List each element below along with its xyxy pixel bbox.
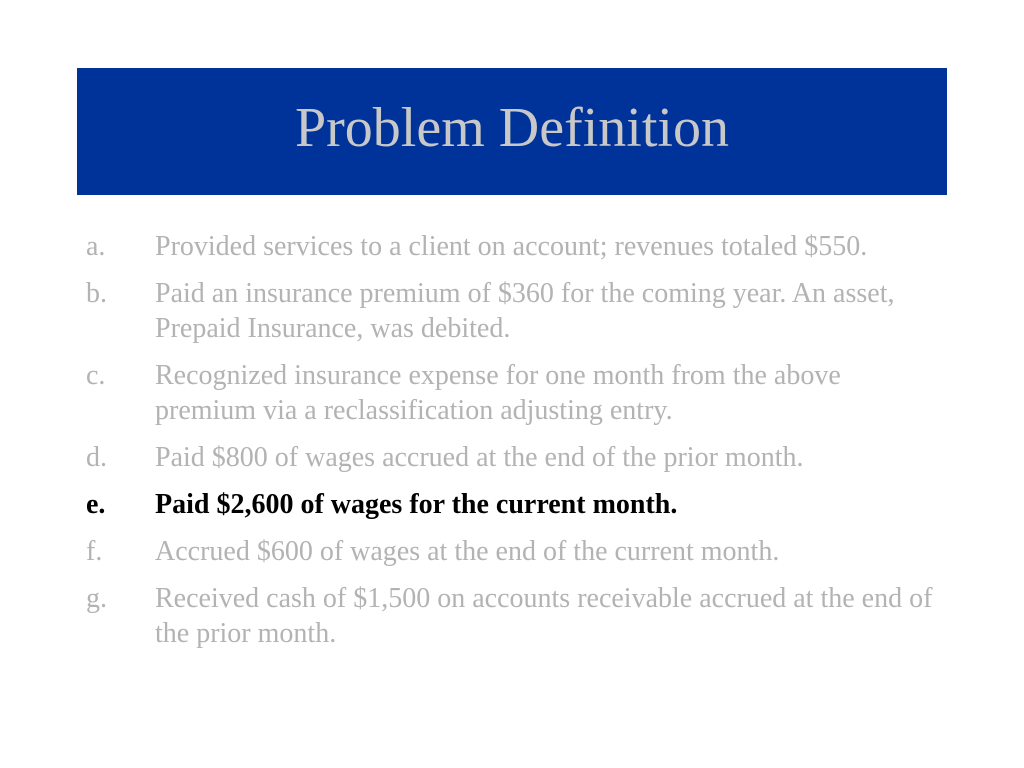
list-item-a [86, 229, 946, 264]
list-item-text: Paid an insurance premium of $360 for the coming year. An asset, Prepaid Insurance, was debited. [155, 278, 895, 344]
list-item-e [86, 487, 946, 522]
list-item-b [86, 276, 946, 346]
list-item-letter: c. [86, 360, 106, 391]
list-item-f [86, 534, 946, 569]
list-item-letter: f. [86, 536, 103, 567]
list-item-text: Accrued $600 of wages at the end of the current month. [155, 536, 780, 567]
list-item-text: Provided services to a client on account; revenues totaled $550. [155, 231, 868, 262]
list-item-text: Paid $2,600 of wages for the current month. [155, 489, 678, 520]
list-item-letter: g. [86, 583, 107, 614]
slide-title: Problem Definition [295, 96, 729, 159]
list-item-letter: b. [86, 278, 107, 309]
title-bar [77, 68, 947, 195]
list-item-letter: e. [86, 489, 106, 520]
list-item-text: Recognized insurance expense for one month from the above premium via a reclassification adjusting entry. [155, 360, 841, 426]
list-item-text: Paid $800 of wages accrued at the end of the prior month. [155, 442, 804, 473]
list-item-c [86, 358, 946, 428]
list-item-g [86, 581, 946, 651]
problem-list [86, 229, 946, 663]
list-item-d [86, 440, 946, 475]
list-item-letter: d. [86, 442, 107, 473]
list-item-letter: a. [86, 231, 106, 262]
list-item-text: Received cash of $1,500 on accounts receivable accrued at the end of the prior month. [155, 583, 933, 649]
